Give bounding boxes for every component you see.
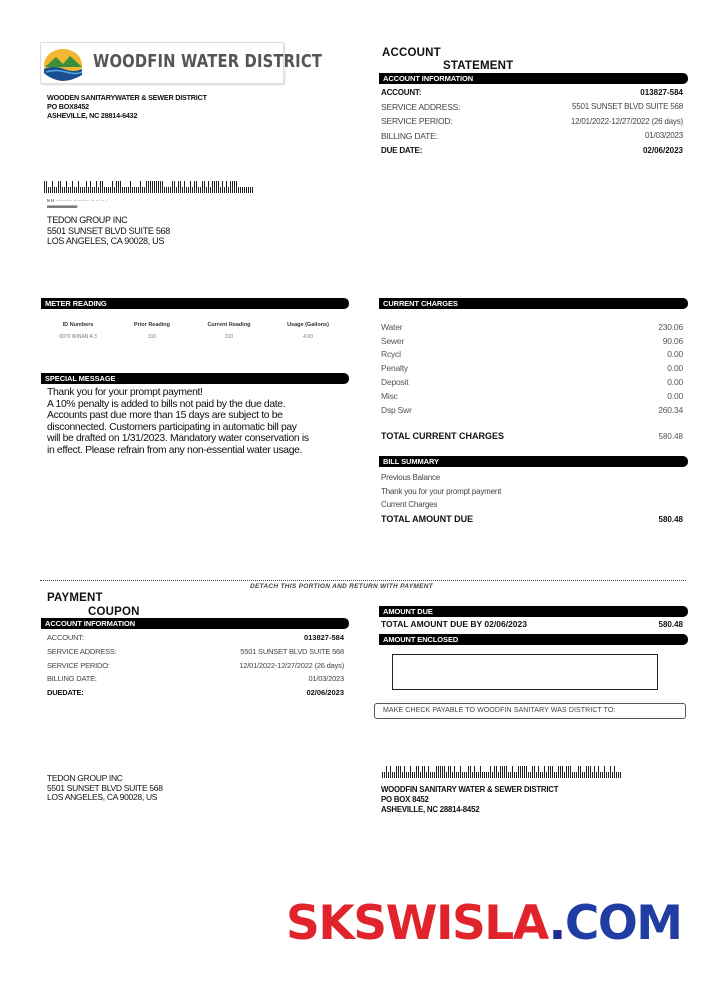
- barcode-bar: [84, 187, 85, 193]
- barcode-bar: [610, 766, 611, 778]
- barcode-bar: [552, 766, 553, 778]
- barcode-bar: [86, 181, 87, 193]
- barcode-bar: [124, 187, 125, 193]
- remit-name: WOODFIN SANITARY WATER & SEWER DISTRICT: [381, 785, 559, 794]
- barcode-bar: [530, 772, 531, 778]
- barcode-bar: [216, 181, 217, 193]
- barcode-bar: [512, 766, 513, 778]
- barcode-bar: [470, 766, 471, 778]
- barcode-bar: [396, 766, 397, 778]
- coupon-title-line2: COUPON: [88, 606, 140, 618]
- customer-street: 5501 SUNSET BLVD SUITE 568: [47, 225, 170, 236]
- barcode-bar: [110, 187, 111, 193]
- barcode-bar: [490, 766, 491, 778]
- barcode-bar: [60, 181, 61, 193]
- barcode-bar: [408, 772, 409, 778]
- special-message-header: SPECIAL MESSAGE: [41, 373, 349, 384]
- charge-row: Misc 0.00: [381, 390, 683, 401]
- barcode-bar: [174, 181, 175, 193]
- barcode-bar: [394, 772, 395, 778]
- account-info-table: [381, 85, 683, 158]
- barcode-bar: [102, 181, 103, 193]
- logo-text: WOODFIN WATER DISTRICT: [93, 51, 323, 72]
- barcode-bar: [108, 187, 109, 193]
- barcode-bar: [204, 181, 205, 193]
- barcode-bar: [508, 772, 509, 778]
- charge-row: Penalty 0.00: [381, 363, 683, 374]
- detach-text: DETACH THIS PORTION AND RETURN WITH PAYMENT: [250, 583, 433, 590]
- barcode-bar: [564, 772, 565, 778]
- barcode-bar: [122, 187, 123, 193]
- remit-city: ASHEVILLE, NC 28814-8452: [381, 804, 480, 814]
- barcode-bar: [570, 766, 571, 778]
- barcode-bar: [602, 772, 603, 778]
- barcode-bar: [436, 766, 437, 778]
- customer-name: TEDON GROUP INC: [47, 215, 128, 225]
- barcode-bar: [582, 772, 583, 778]
- meter-table: [42, 322, 348, 340]
- barcode-bar: [132, 187, 133, 193]
- barcode-bar: [220, 187, 221, 193]
- barcode-bar: [412, 772, 413, 778]
- barcode-bar: [418, 766, 419, 778]
- customer-city: LOS ANGELES, CA 90028, US: [47, 236, 165, 246]
- customer-barcode: [44, 181, 253, 193]
- charge-row: Water 230.06: [381, 321, 683, 332]
- barcode-bar: [226, 181, 227, 193]
- barcode-bar: [540, 772, 541, 778]
- barcode-bar: [450, 766, 451, 778]
- barcode-bar: [504, 766, 505, 778]
- amount-enclosed-input[interactable]: [392, 654, 658, 690]
- barcode-bar: [50, 187, 51, 193]
- barcode-bar: [76, 187, 77, 193]
- barcode-bar: [176, 187, 177, 193]
- remit-po-box: PO BOX 8452: [381, 794, 429, 804]
- amount-due-row: TOTAL AMOUNT DUE BY 02/06/2023 580.48: [381, 619, 683, 629]
- barcode-bar: [442, 766, 443, 778]
- barcode-bar: [584, 772, 585, 778]
- water-drop-logo-icon: [42, 45, 90, 83]
- barcode-bar: [112, 181, 113, 193]
- barcode-bar: [542, 772, 543, 778]
- barcode-bar: [454, 766, 455, 778]
- barcode-bar: [64, 187, 65, 193]
- barcode-bar: [82, 187, 83, 193]
- barcode-bar: [434, 772, 435, 778]
- barcode-bar: [446, 772, 447, 778]
- barcode-bar: [158, 181, 159, 193]
- current-charges-table: [381, 320, 683, 417]
- barcode-bar: [384, 772, 385, 778]
- barcode-bar: [250, 187, 251, 193]
- barcode-bar: [612, 772, 613, 778]
- barcode-sub-text-2: ▀▀▀▀▀▀▀▀▀▀▀▀▀▀▀▀: [47, 205, 77, 210]
- barcode-bar: [576, 772, 577, 778]
- barcode-bar: [534, 766, 535, 778]
- barcode-bar: [232, 181, 233, 193]
- district-address: [47, 93, 207, 120]
- bill-summary-lines: Previous Balance Thank you for your prompt payment Current Charges: [381, 473, 502, 510]
- barcode-bar: [134, 187, 135, 193]
- meter-table-row: 0070 WINAN A 3 310 310 4.00: [59, 334, 313, 340]
- barcode-bar: [514, 772, 515, 778]
- barcode-bar: [200, 187, 201, 193]
- amount-due-header: AMOUNT DUE: [379, 606, 688, 617]
- barcode-bar: [212, 181, 213, 193]
- account-info-header: ACCOUNT INFORMATION: [379, 73, 688, 84]
- barcode-bar: [152, 181, 153, 193]
- barcode-bar: [244, 187, 245, 193]
- barcode-bar: [566, 766, 567, 778]
- barcode-bar: [618, 772, 619, 778]
- barcode-bar: [136, 187, 137, 193]
- remit-address: [381, 785, 558, 814]
- district-po-box: PO BOX8452: [47, 102, 89, 111]
- barcode-bar: [156, 181, 157, 193]
- coupon-account-row: ACCOUNT: 013827-584: [47, 632, 344, 642]
- coupon-title-line1: PAYMENT: [47, 592, 103, 604]
- barcode-bar: [240, 187, 241, 193]
- barcode-bar: [218, 181, 219, 193]
- barcode-bar: [430, 772, 431, 778]
- barcode-bar: [116, 181, 117, 193]
- barcode-bar: [242, 187, 243, 193]
- meter-table-head: ID Numbers Prior Reading Current Reading Usage (Gallons): [62, 322, 329, 328]
- barcode-bar: [398, 766, 399, 778]
- barcode-bar: [554, 772, 555, 778]
- barcode-bar: [438, 766, 439, 778]
- barcode-bar: [538, 766, 539, 778]
- statement-title-line1: ACCOUNT: [382, 47, 441, 59]
- barcode-bar: [414, 772, 415, 778]
- barcode-bar: [464, 772, 465, 778]
- barcode-bar: [202, 181, 203, 193]
- barcode-bar: [532, 766, 533, 778]
- coupon-service-period-row: SERVICE PERIDO: 12/01/2022-12/27/2022 (26 days): [47, 660, 344, 670]
- barcode-bar: [126, 187, 127, 193]
- bill-summary-header: BILL SUMMARY: [379, 456, 688, 467]
- barcode-bar: [230, 181, 231, 193]
- barcode-bar: [620, 772, 621, 778]
- statement-title-line2: STATEMENT: [443, 60, 514, 72]
- remit-barcode: [382, 766, 621, 778]
- barcode-bar: [72, 181, 73, 193]
- barcode-bar: [500, 766, 501, 778]
- barcode-bar: [222, 181, 223, 193]
- barcode-bar: [182, 187, 183, 193]
- barcode-bar: [476, 772, 477, 778]
- barcode-bar: [170, 187, 171, 193]
- total-amount-due: TOTAL AMOUNT DUE 580.48: [381, 514, 683, 524]
- barcode-bar: [556, 772, 557, 778]
- barcode-bar: [214, 181, 215, 193]
- barcode-bar: [154, 181, 155, 193]
- barcode-bar: [510, 772, 511, 778]
- charge-row: Sewer 90.06: [381, 335, 683, 346]
- coupon-billing-date-row: BILLING DATE: 01/03/2023: [47, 673, 344, 683]
- barcode-bar: [440, 766, 441, 778]
- barcode-bar: [120, 181, 121, 193]
- barcode-bar: [138, 187, 139, 193]
- coupon-due-date-row: DUEDATE: 02/06/2023: [47, 688, 344, 698]
- barcode-bar: [550, 766, 551, 778]
- barcode-bar: [92, 187, 93, 193]
- barcode-bar: [568, 766, 569, 778]
- barcode-bar: [416, 766, 417, 778]
- barcode-bar: [520, 766, 521, 778]
- account-row: ACCOUNT: 013827-584: [381, 87, 683, 97]
- barcode-bar: [46, 181, 47, 193]
- coupon-customer-address: TEDON GROUP INC 5501 SUNSET BLVD SUITE 568 LOS ANGELES, CA 90028, US: [47, 773, 163, 802]
- barcode-bar: [448, 766, 449, 778]
- barcode-bar: [492, 772, 493, 778]
- barcode-bar: [506, 766, 507, 778]
- barcode-bar: [98, 187, 99, 193]
- barcode-bar: [190, 181, 191, 193]
- charge-row: Deposit 0.00: [381, 377, 683, 388]
- barcode-sub-text: ɴ ɴ ·········· ·········· ·· ·· ·· ·: [47, 198, 108, 204]
- service-period-row: SERVICE PERIOD: 12/01/2022-12/27/2022 (26 days): [381, 116, 683, 127]
- barcode-bar: [114, 187, 115, 193]
- barcode-bar: [96, 181, 97, 193]
- barcode-bar: [424, 766, 425, 778]
- barcode-bar: [574, 772, 575, 778]
- barcode-bar: [180, 181, 181, 193]
- total-current-charges: TOTAL CURRENT CHARGES 580.48: [381, 431, 683, 441]
- barcode-bar: [106, 187, 107, 193]
- barcode-bar: [528, 772, 529, 778]
- barcode-bar: [198, 187, 199, 193]
- barcode-bar: [234, 181, 235, 193]
- barcode-bar: [468, 766, 469, 778]
- barcode-bar: [488, 772, 489, 778]
- barcode-bar: [616, 772, 617, 778]
- barcode-bar: [144, 187, 145, 193]
- barcode-bar: [382, 772, 383, 778]
- barcode-bar: [494, 766, 495, 778]
- barcode-bar: [392, 772, 393, 778]
- barcode-bar: [466, 772, 467, 778]
- charge-row: Rcycl 0.00: [381, 349, 683, 360]
- barcode-bar: [452, 772, 453, 778]
- barcode-bar: [54, 187, 55, 193]
- barcode-bar: [146, 181, 147, 193]
- barcode-bar: [62, 187, 63, 193]
- barcode-bar: [248, 187, 249, 193]
- barcode-bar: [548, 766, 549, 778]
- barcode-bar: [74, 187, 75, 193]
- barcode-bar: [142, 187, 143, 193]
- barcode-bar: [460, 766, 461, 778]
- barcode-bar: [608, 772, 609, 778]
- barcode-bar: [478, 772, 479, 778]
- barcode-bar: [400, 766, 401, 778]
- special-message-body: Thank you for your prompt payment! A 10% penalty is added to bills not paid by the due date. Accounts past due more than 15 days are subject to be disconnected. Customers participating in automatic bill pay will be drafted on 1/31/2023. Mandatory water conservation is in effect. Please refrain from any non-essential water usage.: [47, 387, 309, 456]
- barcode-bar: [194, 181, 195, 193]
- barcode-bar: [128, 187, 129, 193]
- barcode-bar: [208, 181, 209, 193]
- barcode-bar: [546, 772, 547, 778]
- barcode-bar: [444, 766, 445, 778]
- barcode-bar: [580, 766, 581, 778]
- watermark: SKSWISLA.COM: [286, 896, 682, 951]
- payable-note: MAKE CHECK PAYABLE TO WOODFIN SANITARY WAS DISTRICT TO:: [374, 703, 686, 719]
- barcode-bar: [238, 187, 239, 193]
- barcode-bar: [130, 181, 131, 193]
- barcode-bar: [94, 187, 95, 193]
- barcode-bar: [246, 187, 247, 193]
- barcode-bar: [606, 772, 607, 778]
- barcode-bar: [228, 187, 229, 193]
- barcode-bar: [502, 766, 503, 778]
- barcode-bar: [88, 187, 89, 193]
- barcode-bar: [420, 772, 421, 778]
- barcode-bar: [78, 181, 79, 193]
- barcode-bar: [590, 766, 591, 778]
- detach-line: [40, 580, 686, 581]
- barcode-bar: [458, 772, 459, 778]
- customer-address: [47, 215, 170, 247]
- barcode-bar: [560, 766, 561, 778]
- coupon-account-info-header: ACCOUNT INFORMATION: [41, 618, 349, 629]
- barcode-bar: [498, 772, 499, 778]
- barcode-bar: [456, 772, 457, 778]
- barcode-bar: [426, 772, 427, 778]
- barcode-bar: [410, 766, 411, 778]
- barcode-bar: [172, 181, 173, 193]
- barcode-bar: [600, 772, 601, 778]
- barcode-bar: [428, 766, 429, 778]
- barcode-bar: [224, 187, 225, 193]
- barcode-bar: [482, 772, 483, 778]
- barcode-bar: [422, 766, 423, 778]
- barcode-bar: [166, 187, 167, 193]
- barcode-bar: [178, 181, 179, 193]
- barcode-bar: [162, 181, 163, 193]
- barcode-bar: [486, 772, 487, 778]
- barcode-bar: [516, 772, 517, 778]
- barcode-bar: [588, 766, 589, 778]
- barcode-bar: [48, 187, 49, 193]
- barcode-bar: [592, 772, 593, 778]
- barcode-bar: [188, 187, 189, 193]
- barcode-bar: [70, 187, 71, 193]
- barcode-bar: [150, 181, 151, 193]
- barcode-bar: [480, 766, 481, 778]
- barcode-bar: [390, 766, 391, 778]
- meter-reading-header: METER READING: [41, 298, 349, 309]
- barcode-bar: [186, 187, 187, 193]
- amount-enclosed-header: AMOUNT ENCLOSED: [379, 634, 688, 645]
- barcode-bar: [58, 181, 59, 193]
- barcode-bar: [168, 187, 169, 193]
- barcode-bar: [604, 766, 605, 778]
- barcode-bar: [594, 766, 595, 778]
- barcode-bar: [68, 187, 69, 193]
- barcode-bar: [210, 187, 211, 193]
- barcode-bar: [184, 181, 185, 193]
- service-address-row: SERVICE ADDRESS: 5501 SUNSET BLVD SUITE 568: [381, 101, 683, 112]
- barcode-bar: [164, 187, 165, 193]
- barcode-bar: [496, 766, 497, 778]
- barcode-bar: [596, 772, 597, 778]
- barcode-bar: [160, 181, 161, 193]
- current-charges-header: CURRENT CHARGES: [379, 298, 688, 309]
- barcode-bar: [544, 766, 545, 778]
- coupon-service-address-row: SERVICE ADDRESS: 5501 SUNSET BLVD SUITE 568: [47, 647, 344, 657]
- barcode-bar: [252, 187, 253, 193]
- barcode-bar: [572, 772, 573, 778]
- barcode-bar: [192, 187, 193, 193]
- barcode-bar: [526, 766, 527, 778]
- barcode-bar: [386, 766, 387, 778]
- charge-row: Dsp Swr 260.34: [381, 404, 683, 415]
- barcode-bar: [56, 187, 57, 193]
- barcode-bar: [44, 181, 45, 193]
- district-city: ASHEVILLE, NC 28814-6432: [47, 111, 138, 120]
- barcode-bar: [472, 772, 473, 778]
- barcode-bar: [558, 766, 559, 778]
- barcode-bar: [518, 766, 519, 778]
- billing-date-row: BILLING DATE: 01/03/2023: [381, 130, 683, 141]
- barcode-bar: [52, 181, 53, 193]
- barcode-bar: [118, 181, 119, 193]
- barcode-bar: [598, 766, 599, 778]
- barcode-bar: [104, 187, 105, 193]
- barcode-bar: [474, 766, 475, 778]
- barcode-bar: [462, 772, 463, 778]
- barcode-bar: [586, 766, 587, 778]
- barcode-bar: [484, 772, 485, 778]
- district-logo: [40, 42, 323, 84]
- district-name: WOODEN SANITARYWATER & SEWER DISTRICT: [47, 93, 207, 102]
- barcode-bar: [66, 181, 67, 193]
- coupon-account-info-table: [47, 630, 344, 700]
- barcode-bar: [206, 187, 207, 193]
- barcode-bar: [140, 181, 141, 193]
- barcode-bar: [536, 772, 537, 778]
- barcode-bar: [90, 181, 91, 193]
- barcode-bar: [432, 772, 433, 778]
- barcode-bar: [402, 772, 403, 778]
- barcode-bar: [522, 766, 523, 778]
- barcode-bar: [404, 766, 405, 778]
- barcode-bar: [100, 181, 101, 193]
- due-date-row: DUE DATE: 02/06/2023: [381, 145, 683, 155]
- barcode-bar: [578, 766, 579, 778]
- barcode-bar: [148, 181, 149, 193]
- barcode-bar: [614, 766, 615, 778]
- barcode-bar: [388, 772, 389, 778]
- barcode-bar: [80, 187, 81, 193]
- barcode-bar: [524, 766, 525, 778]
- barcode-bar: [562, 766, 563, 778]
- barcode-bar: [406, 772, 407, 778]
- barcode-bar: [196, 181, 197, 193]
- barcode-bar: [236, 181, 237, 193]
